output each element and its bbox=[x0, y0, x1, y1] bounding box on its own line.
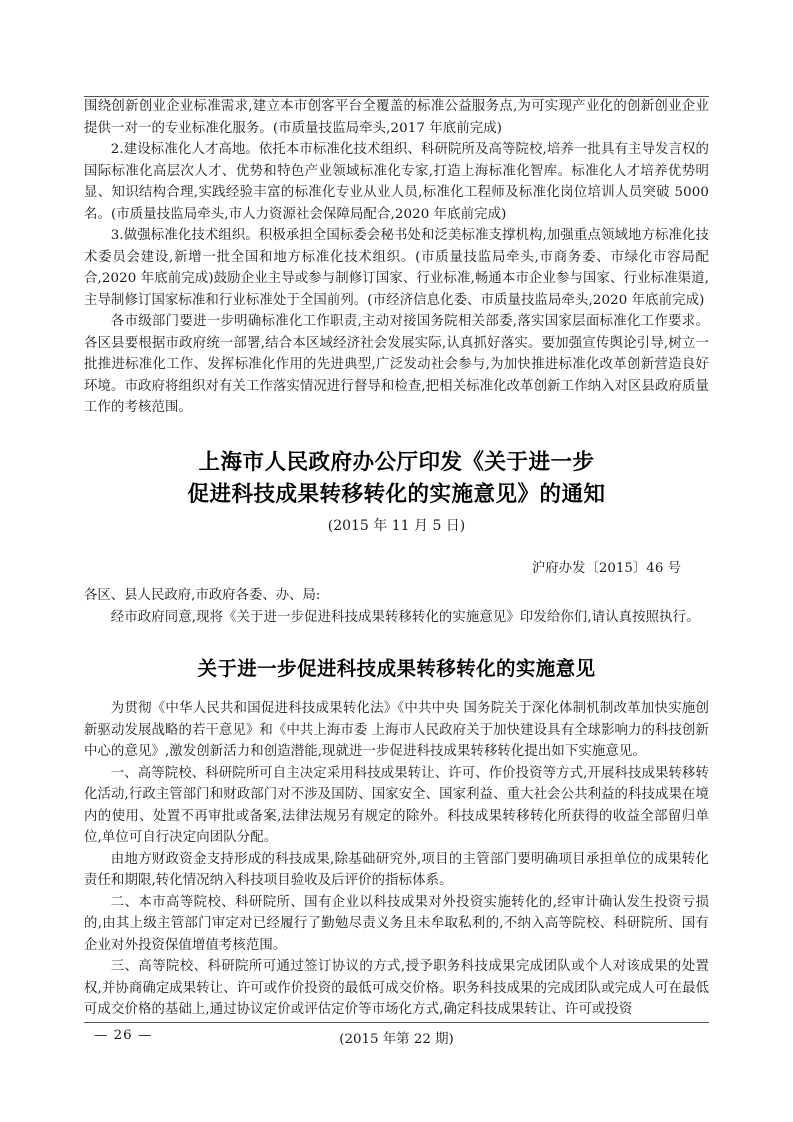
section-paragraph-3: 三、高等院校、科研院所可通过签订协议的方式,授予职务科技成果完成团队或个人对该成果的处置权,并协商确定成果转让、许可或作价投资的最低可成交价格。职务科技成果的完成团队或完成人可在最低可成交价格的基础上,通过协议定价或评估定价等市场化方式,确定科技成果转让、许可或投资 bbox=[84, 959, 709, 1017]
paragraph-continuation: 围绕创新创业企业标准需求,建立本市创客平台全覆盖的标准公益服务点,为可实现产业化的创新创业企业提供一对一的专业标准化服务。(市质量技监局牵头,2017 年底前完成) bbox=[84, 99, 709, 136]
section-paragraph-2: 二、本市高等院校、科研院所、国有企业以科技成果对外投资实施转化的,经审计确认发生投资亏损的,由其上级主管部门审定对已经履行了勤勉尽责义务且未牟取私利的,不纳入高等院校、科研院所、国有企业对外投资保值增值考核范围。 bbox=[84, 894, 709, 953]
notice-title-line-2: 促进科技成果转移转化的实施意见》的通知 bbox=[187, 481, 606, 507]
paragraph-closing: 各市级部门要进一步明确标准化工作职责,主动对接国务院相关部委,落实国家层面标准化工作要求。各区县要根据市政府统一部署,结合本区域经济社会发展实际,认真抓好落实。要加强宣传舆论引导,树立一批推进标准化工作、发挥标准化作用的先进典型,广泛发动社会参与,为加快推进标准化改革创新营造良好环境。市政府将组织对有关工作落实情况进行督导和检查,把相关标准化改革创新工作纳入对区县政府质量工作的考核范围。 bbox=[84, 314, 709, 415]
section-heading: 关于进一步促进科技成果转移转化的实施意见 bbox=[197, 657, 596, 680]
notice-date: (2015 年 11 月 5 日) bbox=[327, 517, 466, 534]
addressee-line: 各区、县人民政府,市政府各委、办、局: bbox=[84, 587, 321, 603]
page-number: — 26 — bbox=[94, 1028, 153, 1043]
notice-title bbox=[84, 447, 709, 511]
section-paragraph-1: 一、高等院校、科研院所可自主决定采用科技成果转让、许可、作价投资等方式,开展科技成果转移转化活动,行政主管部门和财政部门对不涉及国防、国家安全、国家利益、重大社会公共利益的科技成果在境内的使用、处置不再审批或备案,法律法规另有规定的除外。科技成果转移转化所获得的收益全部留归单位,单位可自行决定向团队分配。 bbox=[84, 765, 709, 845]
document-number: 沪府办发〔2015〕46 号 bbox=[531, 560, 681, 576]
paragraph-item-3: 3.做强标准化技术组织。积极承担全国标委会秘书处和泛美标准支撑机构,加强重点领域地方标准化技术委员会建设,新增一批全国和地方标准化技术组织。(市质量技监局牵头,市商务委、市绿化市容局配合,2020 年底前完成)鼓励企业主导或参与制修订国家、行业标准,畅通本市企业参与国家、行业标准渠道,主导制修订国家标准和行业标准处于全国前列。(市经济信息化委、市质量技监局牵头,2020 年底前完成) bbox=[84, 228, 709, 308]
issue-label: (2015 年第 22 期) bbox=[339, 1032, 454, 1047]
page-footer bbox=[84, 1022, 709, 1050]
paragraph-item-2: 2.建设标准化人才高地。依托本市标准化技术组织、科研院所及高等院校,培养一批具有主导发言权的国际标准化高层次人才、优势和特色产业领域标准化专家,打造上海标准化智库。标准化人才培养优势明显、知识结构合理,实践经验丰富的标准化专业从业人员,标准化工程师及标准化岗位培训人员突破 5000 名。(市质量技监局牵头,市人力资源社会保障局配合,2020 年底前完成) bbox=[84, 142, 709, 222]
notice-body-paragraph: 经市政府同意,现将《关于进一步促进科技成果转移转化的实施意见》印发给你们,请认真按照执行。 bbox=[110, 609, 700, 625]
document-body bbox=[84, 96, 709, 1021]
section-paragraph-1b: 由地方财政资金支持形成的科技成果,除基础研究外,项目的主管部门要明确项目承担单位的成果转化责任和期限,转化情况纳入科技项目验收及后评价的指标体系。 bbox=[84, 851, 709, 888]
notice-title-line-1: 上海市人民政府办公厅印发《关于进一步 bbox=[198, 449, 595, 475]
section-paragraph-intro: 为贯彻《中华人民共和国促进科技成果转化法》《中共中央 国务院关于深化体制机制改革加快实施创新驱动发展战略的若干意见》和《中共上海市委 上海市人民政府关于加快建设具有全球影响力的科技创新中心的意见》,激发创新活力和创造潜能,现就进一步促进科技成果转移转化提出如下实施意见。 bbox=[84, 701, 709, 759]
footer-divider bbox=[84, 1022, 709, 1023]
